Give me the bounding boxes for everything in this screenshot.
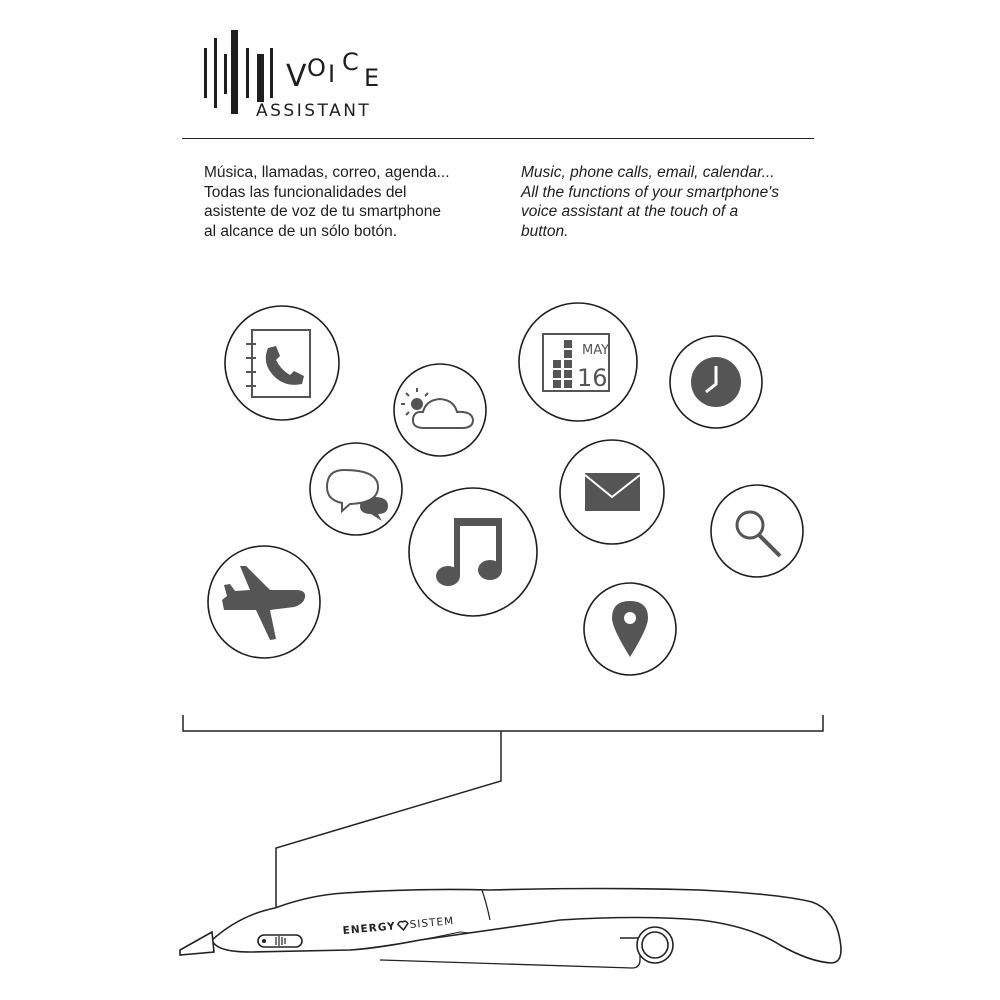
phone-book-icon [246, 330, 310, 397]
description-line: al alcance de un sólo botón. [204, 222, 398, 240]
logo-voice-letter: E [364, 64, 380, 92]
icon-circle [225, 306, 339, 420]
chat-bubbles-icon [327, 470, 388, 521]
description-english [521, 163, 821, 241]
clock-icon [691, 357, 741, 407]
location-pin-icon [612, 601, 648, 657]
icon-circle [519, 303, 637, 421]
logo-voice-letter: C [342, 48, 359, 76]
description-line: Music, phone calls, email, calendar... [521, 164, 775, 181]
brand-name-left: ENERGY [342, 920, 397, 937]
search-icon [737, 512, 780, 556]
description-line: Música, llamadas, correo, agenda... [204, 164, 450, 181]
calendar-day: 16 [577, 364, 608, 392]
brand-name-right: SISTEM [409, 915, 455, 931]
description-line: Todas las funcionalidades del [204, 183, 407, 201]
logo-assistant-text: ASSISTANT [256, 101, 372, 121]
logo-voice-letter: O [307, 54, 326, 82]
icon-circle [711, 485, 803, 577]
description-line: button. [521, 222, 569, 240]
music-note-icon [436, 518, 502, 586]
logo-voice-letter: I [328, 60, 336, 88]
description-spanish [204, 163, 504, 241]
header-divider [182, 138, 814, 139]
description-line: voice assistant at the touch of a [521, 203, 739, 220]
weather-icon [401, 388, 473, 428]
email-icon [585, 473, 640, 511]
calendar-icon [543, 334, 609, 392]
neckband-device-illustration [0, 700, 1000, 1000]
logo-voice-letter: V [286, 59, 307, 94]
icon-circle [409, 488, 537, 616]
calendar-month: MAY [582, 343, 610, 358]
description-line: All the functions of your smartphone's [521, 183, 779, 201]
airplane-icon [222, 566, 305, 640]
voice-assistant-logo [200, 28, 400, 123]
description-line: asistente de voz de tu smartphone [204, 203, 441, 220]
feature-icons-cluster [0, 290, 1000, 690]
neckband-headphones [180, 889, 841, 969]
